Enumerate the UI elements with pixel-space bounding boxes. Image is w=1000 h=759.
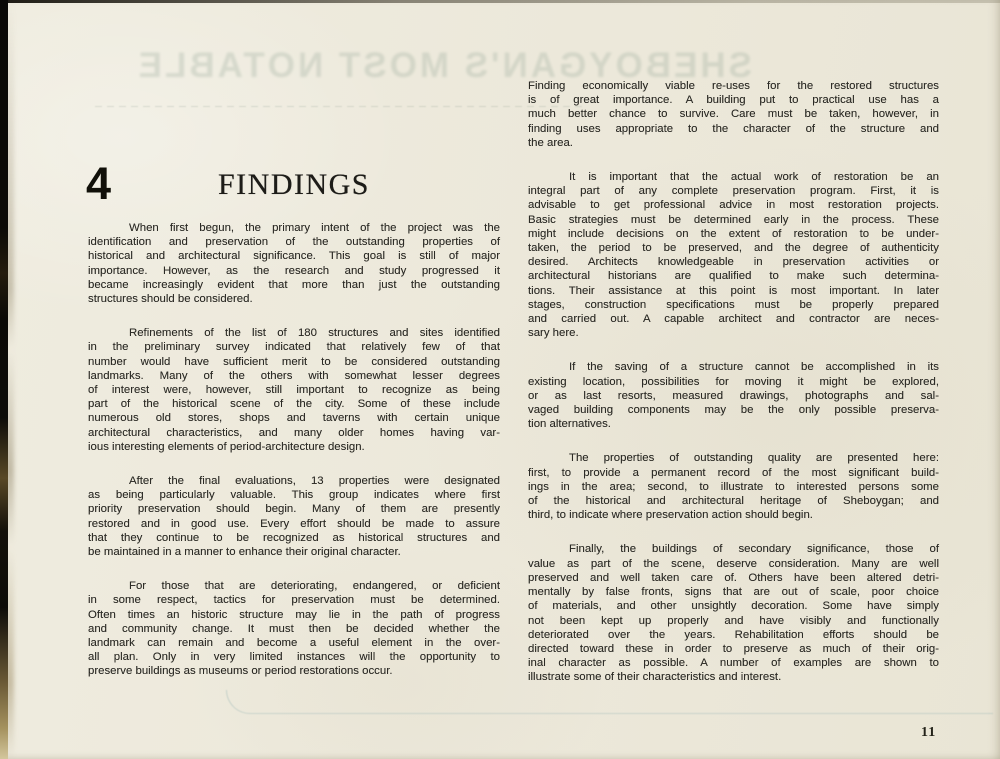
- text-line: mentally by false fronts, signs that are out of scale, poor choice: [528, 586, 939, 599]
- showthrough-rule: [95, 106, 587, 107]
- text-line: value as part of the scene, deserve consideration. Many are well: [528, 557, 939, 570]
- text-line: became increasingly evident that more than just the outstanding: [88, 278, 500, 291]
- text-line: stages, construction specifications must be properly prepared: [528, 298, 939, 311]
- text-line: preserved and well taken care of. Others have been altered detri-: [528, 571, 939, 584]
- text-line: architectural historians are qualified to make such determina-: [528, 270, 939, 283]
- text-line: or as last resorts, measured drawings, photographs and sal-: [528, 389, 939, 402]
- text-line: number would have sufficient merit to be considered outstanding: [88, 355, 500, 368]
- text-line: When first begun, the primary intent of the project was the: [129, 222, 500, 234]
- paragraph: [88, 474, 500, 559]
- text-line: priority preservation should begin. Many of them are presently: [88, 503, 500, 516]
- text-line: in some respect, tactics for preservation must be determined.: [88, 594, 500, 607]
- text-line: The properties of outstanding quality are presented here:: [569, 452, 939, 465]
- text-line: existing location, possibilities for moving it might be explored,: [528, 375, 939, 388]
- text-line: be maintained in a manner to enhance their original character.: [88, 546, 401, 559]
- text-line: might include decisions on the extent of restoration to be under-: [528, 227, 939, 240]
- text-line: advisable to get professional advice in most restoration projects.: [528, 199, 939, 212]
- text-line: historical and architectural significance. This goal is still of major: [88, 250, 500, 263]
- text-line: preserve buildings as museums or period restorations occur.: [88, 665, 393, 678]
- text-line: tion alternatives.: [528, 418, 611, 431]
- text-line: structures should be considered.: [88, 293, 253, 306]
- text-line: landmark can remain and become a useful element in the over-: [88, 637, 500, 650]
- text-line: ious interesting elements of period-architecture design.: [88, 440, 365, 453]
- text-line: tions. Their assistance at this point is most important. In later: [528, 284, 939, 297]
- page-top-edge: [0, 0, 1000, 3]
- text-line: as being particularly valuable. This group indicates where first: [88, 489, 500, 502]
- text-line: third, to indicate where preservation action should begin.: [528, 509, 813, 522]
- text-line: that they continue to be recognized as historical structures and: [88, 531, 500, 544]
- text-line: and community change. It must then be decided whether the: [88, 622, 500, 635]
- text-line: identification and preservation of the outstanding properties of: [88, 236, 500, 249]
- paragraph: [528, 542, 939, 684]
- book-binding-edge: [0, 0, 8, 759]
- paragraph: [528, 360, 939, 431]
- showthrough-headline: SHEBOYGAN'S MOST NOTABLE: [135, 46, 752, 85]
- text-line: desired. Architects knowledgeable in preservation activities or: [528, 256, 939, 269]
- text-line: restored and in good use. Every effort should be made to assure: [88, 517, 500, 530]
- text-line: of the historical and architectural heritage of Sheboygan; and: [528, 495, 939, 508]
- text-line: first, to provide a permanent record of the most significant build-: [528, 466, 939, 479]
- text-line: integral part of any complete preservation program. First, it is: [528, 185, 939, 198]
- text-line: illustrate some of their characteristics and interest.: [528, 671, 782, 684]
- chapter-number: 4: [86, 158, 112, 209]
- text-line: It is important that the actual work of restoration be an: [569, 171, 939, 184]
- text-line: of materials, and other unsightly decoration. Some have simply: [528, 600, 939, 613]
- text-line: Refinements of the list of 180 structures and sites identified: [129, 327, 500, 340]
- text-line: ings in the area; second, to illustrate to interested persons some: [528, 480, 939, 493]
- page-title: FINDINGS: [217, 168, 370, 201]
- text-line: inal character as possible. A number of examples are shown to: [528, 657, 939, 670]
- paragraph: [528, 79, 939, 150]
- text-line: not been kept up properly and have visibly and functionally: [528, 614, 939, 627]
- text-line: is of great importance. A building put to practical use has a: [528, 94, 939, 107]
- text-line: in the preliminary survey indicated that relatively few of that: [88, 341, 500, 354]
- paragraph: [88, 221, 500, 306]
- text-line: taken, the period to be preserved, and the degree of authenticity: [528, 242, 939, 255]
- text-line: deteriorated over the years. Rehabilitation efforts should be: [528, 628, 939, 641]
- paragraph: [528, 170, 939, 340]
- text-line: vaged building components may be the only possible preserva-: [528, 404, 939, 417]
- text-line: Basic strategies must be determined early in the process. These: [528, 213, 939, 226]
- paragraph: [88, 326, 500, 454]
- text-line: part of the historical scene of the city. Some of these include: [88, 398, 500, 411]
- text-line: If the saving of a structure cannot be accomplished in its: [569, 361, 939, 374]
- paragraph: [88, 579, 500, 678]
- paragraph: [528, 451, 939, 522]
- text-line: importance. However, as the research and study progressed it: [88, 264, 500, 277]
- column-right: [528, 79, 939, 705]
- page-number: 11: [921, 725, 937, 740]
- text-line: landmarks. Many of the others with somewhat lesser degrees: [88, 369, 500, 382]
- text-line: Often times an historic structure may lie in the path of progress: [88, 608, 500, 621]
- text-line: For those that are deteriorating, endangered, or deficient: [129, 580, 500, 593]
- column-left: [88, 221, 500, 699]
- text-line: sary here.: [528, 327, 579, 340]
- text-line: After the final evaluations, 13 properties were designated: [129, 475, 500, 488]
- text-line: numerous old stores, shops and taverns with certain unique: [88, 412, 500, 425]
- text-line: Finally, the buildings of secondary significance, those of: [569, 543, 939, 556]
- text-line: architectural characteristics, and many older homes having var-: [88, 426, 500, 439]
- text-line: directed toward these in order to preserve as much of their orig-: [528, 642, 939, 655]
- text-line: much better chance to survive. Care must be taken, however, in: [528, 108, 939, 121]
- text-line: all plan. Only in very limited instances will the opportunity to: [88, 651, 500, 664]
- text-line: the area.: [528, 136, 573, 149]
- text-line: finding uses appropriate to the character of the structure and: [528, 122, 939, 135]
- text-line: of interest were, however, still important to recognize as being: [88, 384, 500, 397]
- text-line: Finding economically viable re-uses for the restored structures: [528, 80, 939, 92]
- text-line: and carried out. A capable architect and contractor are neces-: [528, 313, 939, 326]
